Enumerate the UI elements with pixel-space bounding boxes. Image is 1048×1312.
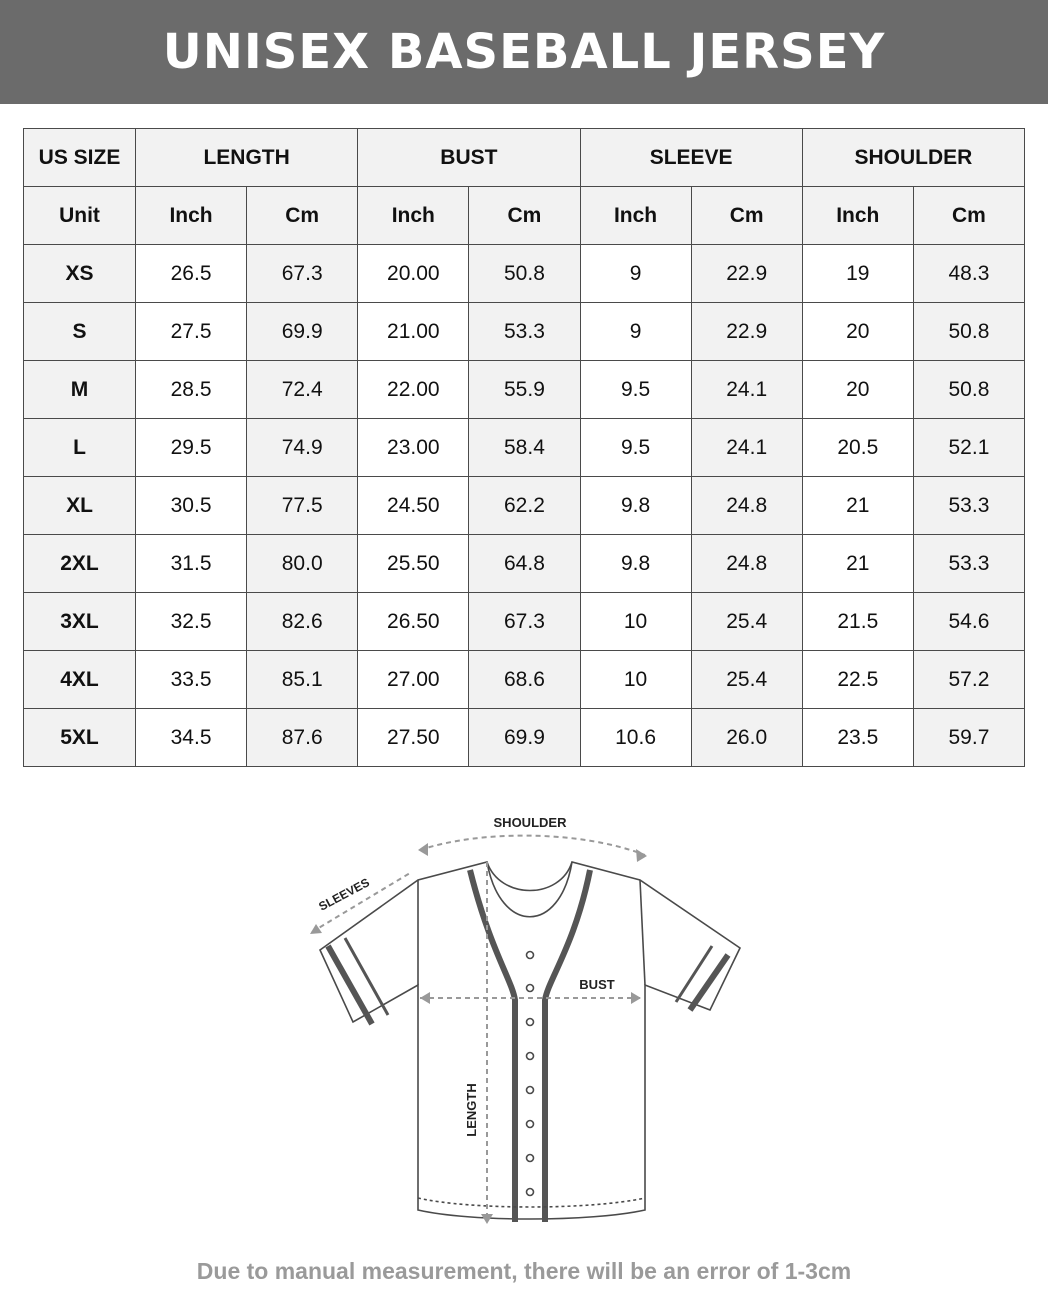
- table-row: [24, 477, 1025, 535]
- measurement-cell: 9.8: [580, 477, 691, 535]
- page-title: UNISEX BASEBALL JERSEY: [162, 24, 886, 80]
- measurement-cell: 32.5: [136, 593, 247, 651]
- measurement-cell: 9.5: [580, 361, 691, 419]
- header-unit-cell: Cm: [913, 187, 1024, 245]
- measurement-cell: 10: [580, 593, 691, 651]
- size-label: XL: [24, 477, 136, 535]
- measurement-cell: 26.5: [136, 245, 247, 303]
- title-banner: [0, 0, 1048, 104]
- measurement-cell: 33.5: [136, 651, 247, 709]
- measurement-cell: 21: [802, 535, 913, 593]
- measurement-cell: 10: [580, 651, 691, 709]
- measurement-cell: 26.50: [358, 593, 469, 651]
- measurement-cell: 24.1: [691, 419, 802, 477]
- jersey-diagram: [300, 810, 760, 1240]
- measurement-cell: 22.00: [358, 361, 469, 419]
- measurement-cell: 50.8: [913, 361, 1024, 419]
- table-row: [24, 709, 1025, 767]
- measurement-cell: 23.5: [802, 709, 913, 767]
- table-row: [24, 303, 1025, 361]
- header-unit-cell: Inch: [802, 187, 913, 245]
- size-label: 3XL: [24, 593, 136, 651]
- table-row: [24, 361, 1025, 419]
- header-shoulder: SHOULDER: [802, 129, 1024, 187]
- measurement-cell: 82.6: [247, 593, 358, 651]
- header-unit-cell: Inch: [136, 187, 247, 245]
- measurement-cell: 85.1: [247, 651, 358, 709]
- size-label: S: [24, 303, 136, 361]
- measurement-cell: 24.8: [691, 477, 802, 535]
- measurement-cell: 30.5: [136, 477, 247, 535]
- header-us-size: US SIZE: [24, 129, 136, 187]
- measurement-cell: 77.5: [247, 477, 358, 535]
- measurement-cell: 53.3: [469, 303, 580, 361]
- size-label: M: [24, 361, 136, 419]
- measurement-cell: 67.3: [247, 245, 358, 303]
- measurement-cell: 69.9: [247, 303, 358, 361]
- measurement-cell: 21.5: [802, 593, 913, 651]
- measurement-cell: 74.9: [247, 419, 358, 477]
- header-length: LENGTH: [136, 129, 358, 187]
- table-row: [24, 419, 1025, 477]
- measurement-cell: 21.00: [358, 303, 469, 361]
- measurement-cell: 25.4: [691, 651, 802, 709]
- measurement-cell: 55.9: [469, 361, 580, 419]
- measurement-cell: 19: [802, 245, 913, 303]
- measurement-cell: 22.9: [691, 303, 802, 361]
- measurement-cell: 50.8: [469, 245, 580, 303]
- table-row: [24, 593, 1025, 651]
- header-unit-cell: Cm: [247, 187, 358, 245]
- size-label: 2XL: [24, 535, 136, 593]
- measurement-cell: 10.6: [580, 709, 691, 767]
- measurement-cell: 54.6: [913, 593, 1024, 651]
- measurement-cell: 22.9: [691, 245, 802, 303]
- measurement-cell: 9: [580, 245, 691, 303]
- measurement-cell: 29.5: [136, 419, 247, 477]
- measurement-cell: 24.50: [358, 477, 469, 535]
- measurement-cell: 20: [802, 303, 913, 361]
- measurement-cell: 23.00: [358, 419, 469, 477]
- measurement-cell: 27.50: [358, 709, 469, 767]
- measurement-cell: 69.9: [469, 709, 580, 767]
- measurement-cell: 31.5: [136, 535, 247, 593]
- sleeves-label: SLEEVES: [316, 875, 372, 914]
- measurement-cell: 24.1: [691, 361, 802, 419]
- measurement-cell: 21: [802, 477, 913, 535]
- measurement-cell: 59.7: [913, 709, 1024, 767]
- shoulder-label: SHOULDER: [493, 815, 567, 830]
- measurement-cell: 50.8: [913, 303, 1024, 361]
- measurement-cell: 24.8: [691, 535, 802, 593]
- header-row-units: [24, 187, 1025, 245]
- measurement-cell: 68.6: [469, 651, 580, 709]
- measurement-cell: 34.5: [136, 709, 247, 767]
- measurement-cell: 62.2: [469, 477, 580, 535]
- length-label: LENGTH: [464, 1083, 479, 1137]
- measurement-cell: 27.00: [358, 651, 469, 709]
- measurement-cell: 25.4: [691, 593, 802, 651]
- header-bust: BUST: [358, 129, 580, 187]
- measurement-cell: 20.5: [802, 419, 913, 477]
- measurement-cell: 26.0: [691, 709, 802, 767]
- size-label: 5XL: [24, 709, 136, 767]
- measurement-cell: 27.5: [136, 303, 247, 361]
- size-chart-table: [23, 128, 1025, 767]
- measurement-cell: 87.6: [247, 709, 358, 767]
- header-unit-cell: Inch: [580, 187, 691, 245]
- measurement-cell: 9.8: [580, 535, 691, 593]
- bust-label: BUST: [579, 977, 615, 992]
- header-sleeve: SLEEVE: [580, 129, 802, 187]
- measurement-cell: 80.0: [247, 535, 358, 593]
- measurement-cell: 52.1: [913, 419, 1024, 477]
- measurement-cell: 28.5: [136, 361, 247, 419]
- measurement-cell: 72.4: [247, 361, 358, 419]
- measurement-cell: 9.5: [580, 419, 691, 477]
- measurement-cell: 25.50: [358, 535, 469, 593]
- measurement-cell: 20.00: [358, 245, 469, 303]
- header-unit-cell: Cm: [691, 187, 802, 245]
- measurement-cell: 58.4: [469, 419, 580, 477]
- baseball-jersey-icon: [320, 862, 740, 1222]
- header-row-measurements: [24, 129, 1025, 187]
- header-unit-cell: Inch: [358, 187, 469, 245]
- measurement-cell: 9: [580, 303, 691, 361]
- header-unit: Unit: [24, 187, 136, 245]
- size-label: L: [24, 419, 136, 477]
- measurement-cell: 53.3: [913, 535, 1024, 593]
- measurement-cell: 64.8: [469, 535, 580, 593]
- header-unit-cell: Cm: [469, 187, 580, 245]
- table-row: [24, 651, 1025, 709]
- measurement-cell: 20: [802, 361, 913, 419]
- table-row: [24, 245, 1025, 303]
- measurement-cell: 22.5: [802, 651, 913, 709]
- size-label: 4XL: [24, 651, 136, 709]
- measurement-cell: 57.2: [913, 651, 1024, 709]
- measurement-cell: 53.3: [913, 477, 1024, 535]
- table-row: [24, 535, 1025, 593]
- measurement-cell: 67.3: [469, 593, 580, 651]
- measurement-note: Due to manual measurement, there will be an error of 1-3cm: [196, 1258, 852, 1284]
- measurement-cell: 48.3: [913, 245, 1024, 303]
- size-label: XS: [24, 245, 136, 303]
